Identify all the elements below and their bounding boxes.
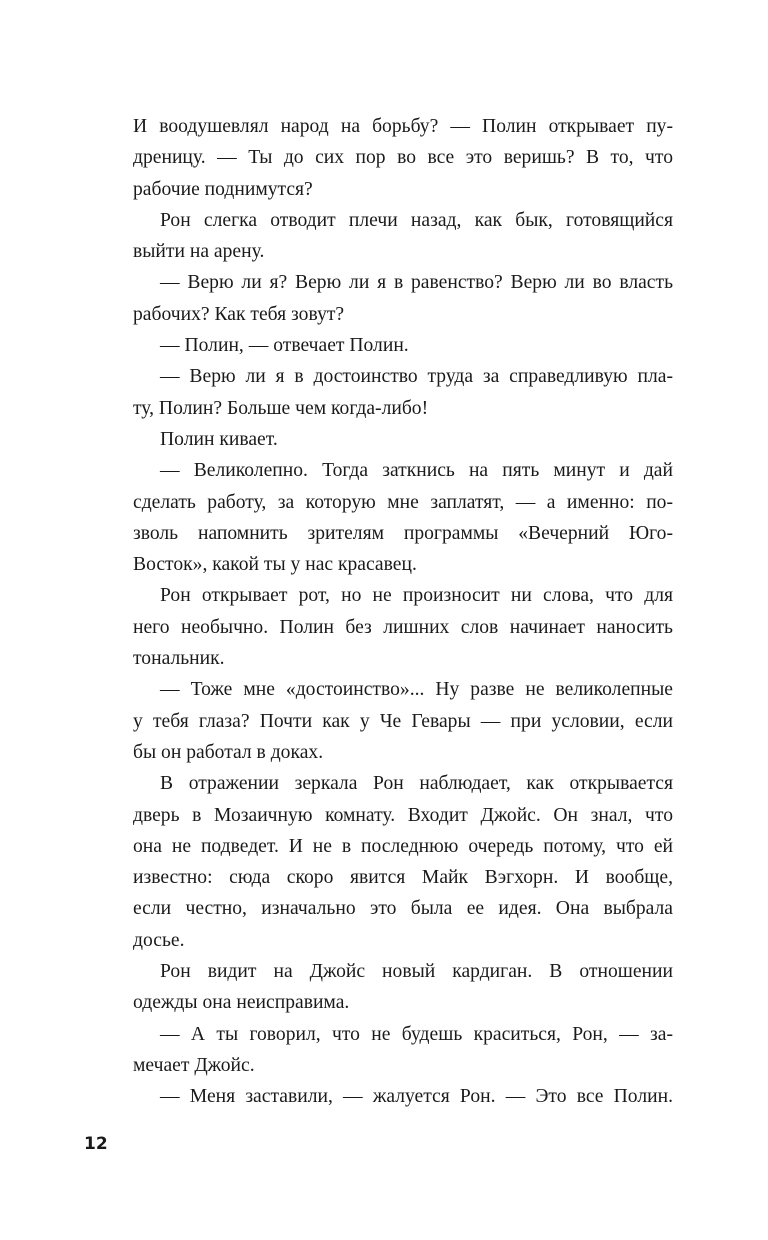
text-line: рабочие поднимутся? [133, 178, 313, 200]
text-line: бы он работал в доках. [133, 741, 324, 763]
text-line: досье. [133, 929, 185, 951]
text-line: зволь напомнить зрителям программы «Вечерний Юго- [133, 522, 673, 544]
text-line: — Тоже мне «достоинство»... Ну разве не великолепные [160, 679, 673, 701]
text-line: ту, Полин? Больше чем когда-либо! [133, 397, 429, 419]
text-line: рабочих? Как тебя зовут? [133, 303, 345, 325]
text-line: у тебя глаза? Почти как у Че Гевары — при условии, если [133, 710, 673, 732]
text-line: Рон открывает рот, но не произносит ни слова, что для [160, 585, 673, 607]
page-number: 12 [84, 1134, 108, 1154]
text-line: выйти на арену. [133, 241, 265, 263]
text-line: И воодушевлял народ на борьбу? — Полин открывает пу- [133, 116, 673, 137]
text-line: Рон слегка отводит плечи назад, как бык, готовящийся [160, 209, 673, 231]
text-line: известно: сюда скоро явится Майк Вэгхорн. И вообще, [133, 867, 673, 889]
text-line: Восток», какой ты у нас красавец. [133, 554, 417, 576]
text-line: — Великолепно. Тогда заткнись на пять минут и дай [160, 460, 673, 482]
text-line: него необычно. Полин без лишних слов начинает наносить [133, 616, 673, 638]
text-line: Полин кивает. [160, 428, 278, 450]
text-line: одежды она неисправима. [133, 992, 350, 1014]
text-line: тональник. [133, 648, 225, 670]
text-line: — А ты говорил, что не будешь краситься, Рон, — за- [160, 1023, 673, 1045]
text-line: — Верю ли я? Верю ли я в равенство? Верю ли во власть [160, 272, 673, 294]
text-line: сделать работу, за которую мне заплатят, — а именно: по- [133, 491, 673, 513]
text-line: дверь в Мозаичную комнату. Входит Джойс. Он знал, что [133, 804, 673, 826]
text-line: — Верю ли я в достоинство труда за справедливую пла- [160, 366, 673, 388]
text-line: она не подведет. И не в последнюю очередь потому, что ей [133, 835, 673, 857]
body-text [133, 111, 673, 1113]
text-line: В отражении зеркала Рон наблюдает, как открывается [160, 773, 673, 795]
text-line: — Меня заставили, — жалуется Рон. — Это все Полин. [160, 1086, 673, 1108]
text-line: дреницу. — Ты до сих пор во все это веришь? В то, что [133, 147, 673, 169]
text-line: если честно, изначально это была ее идея. Она выбрала [133, 898, 673, 920]
text-line: Рон видит на Джойс новый кардиган. В отношении [160, 961, 673, 983]
text-line: — Полин, — отвечает Полин. [160, 335, 409, 357]
text-line: мечает Джойс. [133, 1054, 255, 1076]
